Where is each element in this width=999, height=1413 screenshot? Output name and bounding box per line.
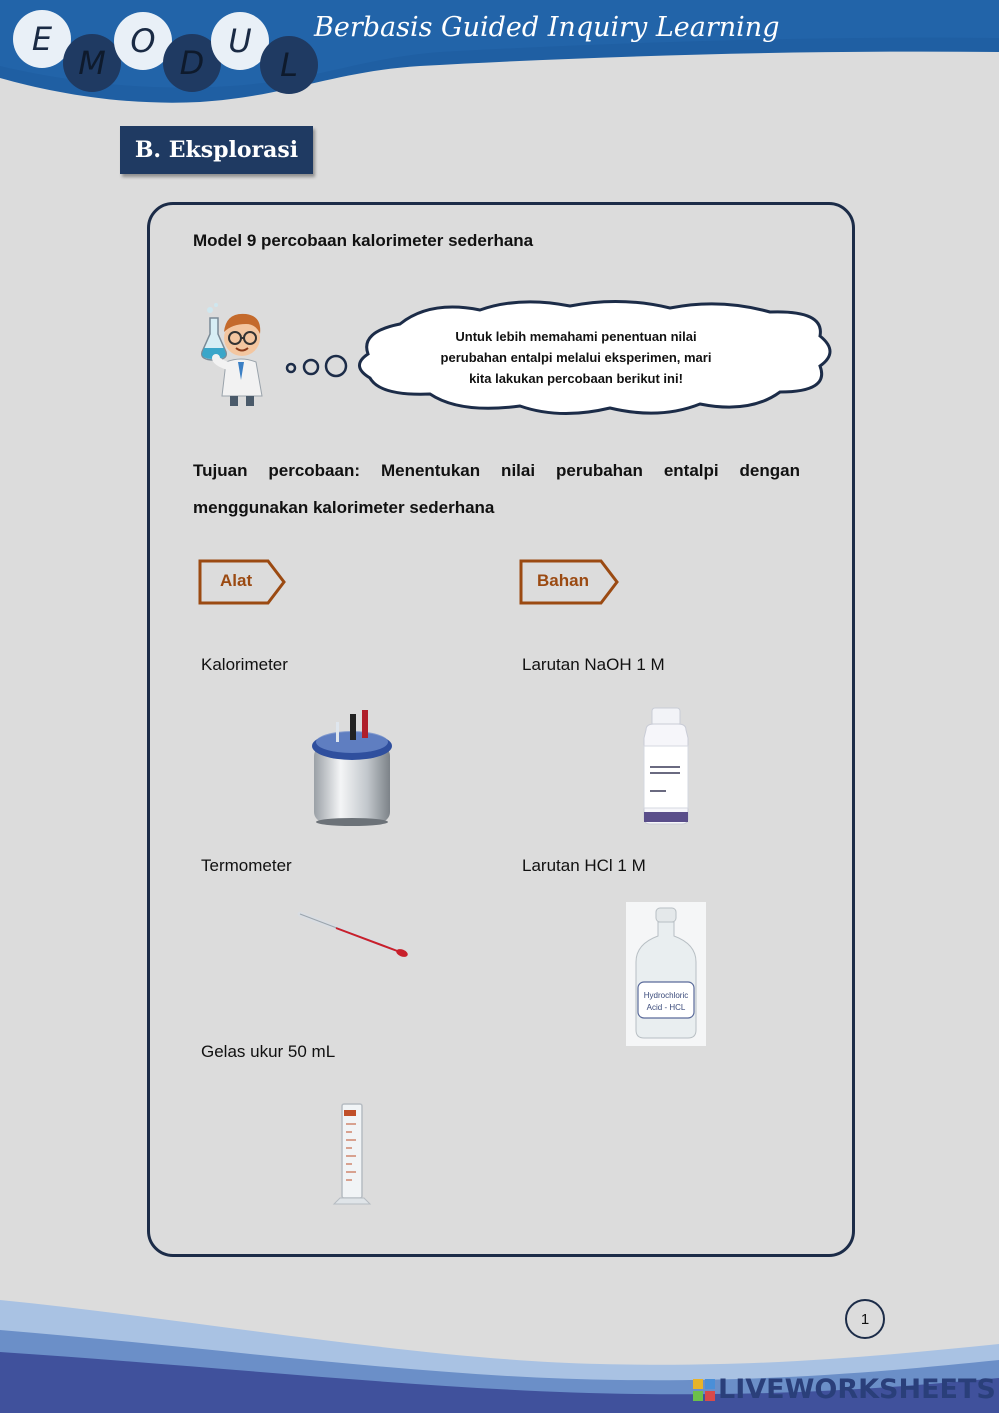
naoh-bottle-image xyxy=(636,706,696,826)
header-tagline: Berbasis Guided Inquiry Learning xyxy=(314,12,780,43)
page-number: 1 xyxy=(845,1299,885,1339)
alat-item-termometer: Termometer xyxy=(201,856,292,875)
liveworksheets-text: LIVEWORKSHEETS xyxy=(718,1374,996,1405)
thought-bubble-text: Untuk lebih memahami penentuan nilai perubahan entalpi melalui eksperimen, mari kita lakukan percobaan berikut ini! xyxy=(440,329,712,386)
logo-letter-m: M xyxy=(63,34,121,92)
bahan-tag-label: Bahan xyxy=(537,571,589,590)
section-label: B. Eksplorasi xyxy=(120,126,313,174)
svg-text:Acid - HCL: Acid - HCL xyxy=(646,1003,686,1012)
model-title: Model 9 percobaan kalorimeter sederhana xyxy=(193,231,534,250)
svg-text:Hydrochloric: Hydrochloric xyxy=(643,991,689,1000)
hcl-bottle-image xyxy=(626,902,706,1046)
liveworksheets-logo xyxy=(692,1374,996,1405)
logo-letter-d: D xyxy=(163,34,221,92)
scientist-illustration xyxy=(196,300,286,410)
calorimeter-image xyxy=(306,706,398,828)
liveworksheets-icon xyxy=(692,1378,716,1402)
graduated-cylinder-image xyxy=(330,1100,374,1210)
bahan-item-hcl: Larutan HCl 1 M xyxy=(522,856,646,875)
bahan-item-naoh: Larutan NaOH 1 M xyxy=(522,655,665,674)
thermometer-image xyxy=(296,908,412,960)
experiment-objective: Tujuan percobaan: Menentukan nilai perubahan entalpi dengan menggunakan kalorimeter sederhana xyxy=(193,461,800,517)
logo-letter-u: U xyxy=(211,12,269,70)
alat-item-kalorimeter: Kalorimeter xyxy=(201,655,288,674)
alat-tag-label: Alat xyxy=(220,571,253,590)
header-banner xyxy=(0,0,999,110)
logo-letter-o: O xyxy=(114,12,172,70)
logo-letter-e: E xyxy=(13,10,71,68)
alat-item-gelas-ukur: Gelas ukur 50 mL xyxy=(201,1042,336,1061)
logo-letter-l: L xyxy=(260,36,318,94)
